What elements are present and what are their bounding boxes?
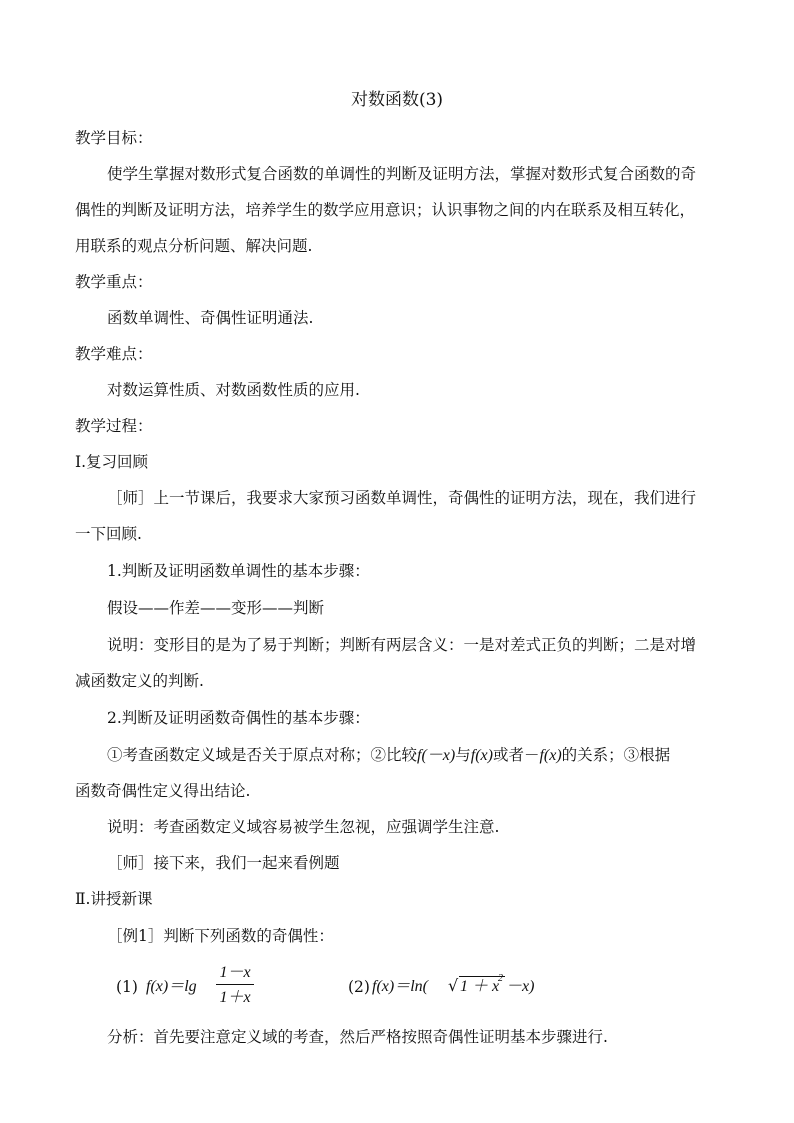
formula-2-lhs: f(x)＝ln( — [372, 978, 428, 995]
document-title: 对数函数(3) — [350, 90, 444, 110]
section-2-heading: Ⅱ.讲授新课 — [75, 890, 153, 908]
formula-1-fraction — [216, 963, 254, 1009]
formula-2-tail: －x) — [506, 978, 535, 995]
teacher-remark-2: ［师］接下来，我们一起来看例题 — [107, 854, 340, 872]
key-points-text: 函数单调性、奇偶性证明通法. — [107, 309, 314, 327]
monotonicity-steps-heading: 1.判断及证明函数单调性的基本步骤： — [107, 562, 370, 580]
objectives-line-2: 偶性的判断及证明方法，培养学生的数学应用意识；认识事物之间的内在联系及相互转化， — [75, 201, 696, 219]
teacher-remark-1-line-1: ［师］上一节课后，我要求大家预习函数单调性，奇偶性的证明方法，现在，我们进行 — [107, 489, 697, 507]
analysis-text: 分析：首先要注意定义域的考查，然后严格按照奇偶性证明基本步骤进行. — [107, 1028, 608, 1046]
formula-1-denominator: 1＋x — [219, 989, 251, 1006]
example-1-heading: ［例1］判断下列函数的奇偶性： — [107, 927, 334, 945]
formula-f-neg-x: f(－x) — [417, 747, 456, 764]
formula-2-exponent: 2 — [498, 973, 503, 984]
monotonicity-steps: 假设——作差——变形——判断 — [107, 599, 325, 617]
formula-f-x: f(x) — [470, 747, 493, 764]
fraction-bar — [216, 984, 254, 985]
sqrt-radical: √ — [448, 976, 459, 995]
formula-1-numerator: 1－x — [219, 964, 251, 981]
key-points-heading: 教学重点： — [75, 273, 153, 291]
formula-f-x-2: f(x) — [539, 747, 562, 764]
note-1-line-2: 减函数定义的判断. — [75, 672, 204, 690]
formula-2-radicand: 1 ＋ x — [460, 978, 500, 995]
teacher-remark-1-line-2: 一下回顾. — [75, 525, 142, 543]
formula-1 — [116, 963, 276, 1013]
objectives-heading: 教学目标： — [75, 129, 153, 147]
difficulties-text: 对数运算性质、对数函数性质的应用. — [107, 381, 360, 399]
parity-steps-heading: 2.判断及证明函数奇偶性的基本步骤： — [107, 709, 370, 727]
note-1-line-1: 说明：变形目的是为了易于判断；判断有两层含义：一是对差式正负的判断；二是对增 — [107, 636, 697, 654]
parity-text-c: 或者－ — [492, 746, 540, 764]
formula-2 — [348, 963, 548, 1013]
objectives-line-1: 使学生掌握对数形式复合函数的单调性的判断及证明方法，掌握对数形式复合函数的奇 — [107, 165, 697, 183]
parity-text-d: 的关系；③根据 — [561, 746, 671, 764]
note-2: 说明：考查函数定义域容易被学生忽视，应强调学生注意. — [107, 818, 500, 836]
process-heading: 教学过程： — [75, 417, 153, 435]
objectives-line-3: 用联系的观点分析问题、解决问题. — [75, 237, 313, 255]
difficulties-heading: 教学难点： — [75, 345, 153, 363]
parity-text-b: 与 — [455, 746, 471, 764]
parity-text-a: ①考查函数定义域是否关于原点对称；②比较 — [107, 746, 418, 764]
parity-steps-line-1 — [107, 745, 670, 766]
section-1-heading: Ⅰ.复习回顾 — [75, 453, 149, 471]
formula-2-label: (2) — [348, 978, 370, 996]
formula-1-lhs: f(x)＝lg — [146, 978, 197, 995]
formula-1-label: (1) — [116, 978, 138, 996]
parity-steps-line-2: 函数奇偶性定义得出结论. — [75, 782, 251, 800]
